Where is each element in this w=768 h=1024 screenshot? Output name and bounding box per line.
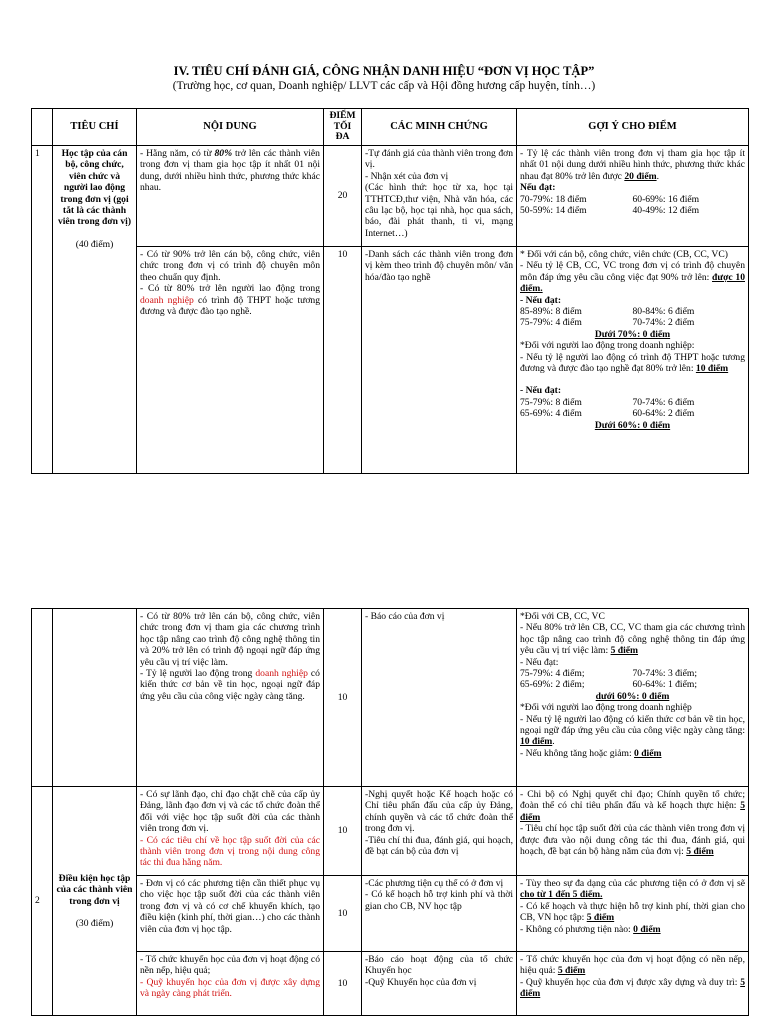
- suggest-item: 65-69%: 2 điểm; 60-64%: 1 điểm;: [520, 679, 697, 691]
- suggest-item: - Tổ chức khuyến học của đơn vị hoạt động có nền nếp, hiệu quả: 5 điểm: [520, 954, 745, 977]
- header-max-line1: ĐIỂM: [329, 110, 356, 122]
- content-cell: [137, 146, 324, 247]
- content-text: - Tỷ lệ người lao động trong doanh nghiệp có kiến thức cơ bản về tin học, ngoại ngữ đáp ứng yêu cầu của công việc ngày càng tăng.: [140, 668, 320, 702]
- evidence-item: - Nhận xét của đơn vị: [365, 170, 449, 182]
- content-text: - Có từ 90% trở lên cán bộ, công chức, viên chức trong đơn vị có trình độ chuyên môn theo chuẩn quy định.: [140, 249, 320, 283]
- evidence-item: -Quỹ Khuyến học của đơn vị: [365, 976, 477, 988]
- suggest-item: - Quỹ khuyến học của đơn vị được xây dựng và duy trì: 5 điểm: [520, 976, 745, 1000]
- content-cell: [137, 247, 324, 474]
- evidence-cell: - Báo cáo của đơn vị: [362, 609, 517, 787]
- criterion-cell: [53, 609, 137, 787]
- content-cell: [137, 609, 324, 787]
- suggest-item: - Nếu đạt:: [520, 294, 562, 306]
- suggest-cell: [517, 876, 749, 952]
- max-points-cell: 10: [324, 876, 362, 952]
- suggest-item: - Tỷ lệ các thành viên trong đơn vị tham gia học tập ít nhất 01 nội dung dưới nhiều hình thức, phương thức khác nhau đạt 80% trở lên được 20 điểm.: [520, 148, 745, 182]
- table-row: [32, 787, 749, 876]
- criteria-table-part-1: [31, 108, 749, 474]
- header-suggest: GỢI Ý CHO ĐIỂM: [517, 109, 749, 146]
- max-points-cell: 10: [324, 609, 362, 787]
- suggest-cell: [517, 952, 749, 1016]
- evidence-cell: [362, 952, 517, 1016]
- evidence-cell: [362, 876, 517, 952]
- content-text: trở lên các thành viên trong đơn vị tham gia học tập ít nhất 01 nội dung, dưới nhiều hình thức, phương thức khác nhau.: [140, 148, 320, 194]
- header-content: NỘI DUNG: [137, 109, 324, 146]
- suggest-item: 65-69%: 4 điểm 60-64%: 2 điểm: [520, 408, 695, 420]
- evidence-item: - Có kế hoạch hỗ trợ kinh phí và thời gian cho CB, NV học tập: [365, 889, 513, 912]
- suggest-item: Nếu đạt:: [520, 182, 556, 194]
- suggest-item: 70-79%: 18 điểm 60-69%: 16 điểm: [520, 193, 700, 205]
- suggest-cell: [517, 146, 749, 247]
- suggest-item: Dưới 60%: 0 điểm: [594, 419, 671, 431]
- content-text: - Có từ 80% trở lên cán bộ, công chức, viên chức trong đơn vị tham gia các chương trình học tập nâng cao trình độ công nghệ thông tin và 20% trở lên có trình độ ngoại ngữ đáp ứng yêu cầu vị trí việc làm.: [140, 611, 320, 668]
- table-row: [32, 247, 749, 474]
- suggest-item: - Không có phương tiện nào: 0 điểm: [520, 923, 661, 935]
- content-text: - Có sự lãnh đạo, chỉ đạo chặt chẽ của cấp ủy Đảng, lãnh đạo đơn vị và các tổ chức đoàn thể đối với việc học tập suốt đời của các thành viên trong đơn vị.: [140, 789, 320, 835]
- table-header-row: [32, 109, 749, 146]
- suggest-item: - Nếu tỷ lệ CB, CC, VC trong đơn vị có trình độ chuyên môn đáp ứng yêu cầu công việc đạt 90% trở lên: được 10 điểm.: [520, 260, 745, 295]
- evidence-item: -Tự đánh giá của thành viên trong đơn vị.: [365, 148, 513, 171]
- content-highlight: 80%: [214, 148, 233, 159]
- suggest-item: - Nếu đạt:: [520, 656, 559, 668]
- evidence-cell: [362, 146, 517, 247]
- content-text: - Quỹ khuyến học của đơn vị được xây dựng và ngày càng phát triển.: [140, 976, 320, 1000]
- evidence-item: (Các hình thứ: học từ xa, học tại TTHTCĐ,thư viện, Nhà văn hóa, các câu lạc bộ, học tại nhà, học qua sách, báo, đài phát thanh, ti vi, mạng Internet…): [365, 182, 513, 239]
- suggest-item: - Tiêu chí học tập suốt đời của các thành viên trong đơn vị được đưa vào nội dung công tác thi đua, đánh giá, qui hoạch, đề bạt cán bộ hàng năm của đơn vị: 5 điểm: [520, 823, 745, 858]
- criteria-table-part-2: [31, 608, 749, 1016]
- header-stt: [32, 109, 53, 146]
- header-evidence: CÁC MINH CHỨNG: [362, 109, 517, 146]
- suggest-item: *Đối với người lao động trong doanh nghiệp:: [520, 340, 695, 352]
- suggest-item: *Đối với CB, CC, VC: [520, 611, 605, 622]
- suggest-item: - Chi bộ có Nghị quyết chỉ đạo; Chính quyền tổ chức; đoàn thể có chỉ tiêu phấn đấu và kế hoạch thực hiện: 5 điểm: [520, 789, 745, 823]
- suggest-item: - Tùy theo sự đa dạng của các phương tiện có ở đơn vị sẽ cho từ 1 đến 5 điểm.: [520, 878, 745, 901]
- suggest-item: - Nếu tỷ lệ người lao động có kiến thức cơ bản về tin học, ngoại ngữ đáp ứng yêu cầu của công việc ngày càng tăng: 10 điểm.: [520, 713, 745, 748]
- table-row: [32, 876, 749, 952]
- suggest-item: - Nếu không tăng hoặc giảm: 0 điểm: [520, 747, 662, 759]
- criterion-number: [32, 609, 53, 787]
- suggest-item: *Đối với người lao động trong doanh nghiệp: [520, 702, 692, 714]
- max-points-cell: 20: [324, 146, 362, 247]
- content-text: - Có các tiêu chí về học tập suốt đời của các thành viên trong đơn vị trong nội dung công tác thi đua hằng năm.: [140, 834, 320, 869]
- evidence-item: -Báo cáo hoạt động của tổ chức Khuyến học: [365, 954, 513, 977]
- suggest-item: 85-89%: 8 điểm 80-84%: 6 điểm: [520, 306, 695, 318]
- criterion-cell: [53, 787, 137, 1016]
- evidence-cell: [362, 787, 517, 876]
- suggest-item: Dưới 70%: 0 điểm: [594, 328, 671, 340]
- table-row: [32, 146, 749, 247]
- max-points-cell: 10: [324, 952, 362, 1016]
- max-points-cell: 10: [324, 247, 362, 474]
- evidence-cell: -Danh sách các thành viên trong đơn vị kèm theo trình độ chuyên môn/ văn hóa/đào tạo nghề: [362, 247, 517, 474]
- criterion-points: (30 điểm): [75, 917, 114, 929]
- suggest-item: 50-59%: 14 điểm 40-49%: 12 điểm: [520, 205, 700, 217]
- criterion-points: (40 điểm): [75, 238, 114, 250]
- header-max-points: [324, 109, 362, 146]
- content-text: - Có từ 80% trở lên người lao động trong doanh nghiệp có trình độ THPT hoặc tương đương và được đào tạo nghề.: [140, 283, 320, 318]
- suggest-item: 75-79%: 8 điểm 70-74%: 6 điểm: [520, 396, 695, 408]
- criterion-number: 1: [32, 146, 53, 474]
- suggest-cell: [517, 787, 749, 876]
- suggest-item: * Đối với cán bộ, công chức, viên chức (CB, CC, VC): [520, 249, 728, 260]
- content-cell: [137, 952, 324, 1016]
- content-cell: - Đơn vị có các phương tiện cần thiết phục vụ cho việc học tập suốt đời của các thành viên trong đơn vị và có cơ chế khuyến khích, tạo điều kiện (kinh phí, thời gian…) cho các thành viên của đơn vị học tập.: [137, 876, 324, 952]
- max-points-cell: 10: [324, 787, 362, 876]
- suggest-cell: [517, 609, 749, 787]
- suggest-item: 75-79%: 4 điểm 70-74%: 2 điểm: [520, 317, 695, 329]
- criterion-number: 2: [32, 787, 53, 1016]
- criterion-name: Học tập của cán bộ, công chức, viên chức và người lao động trong đơn vị (gọi tắt là các thành viên trong đơn vị): [57, 148, 132, 228]
- criterion-cell: [53, 146, 137, 474]
- suggest-item: - Có kế hoạch và thực hiện hỗ trợ kinh phí, thời gian cho CB, VN học tập: 5 điểm: [520, 900, 745, 924]
- suggest-item: 75-79%: 4 điểm; 70-74%: 3 điểm;: [520, 668, 697, 680]
- table-row: [32, 609, 749, 787]
- evidence-item: -Tiêu chí thi đua, đánh giá, qui hoạch, đề bạt cán bộ của đơn vị: [365, 834, 513, 858]
- criterion-name: Điều kiện học tập của các thành viên trong đơn vị: [56, 872, 133, 907]
- header-max-line2: TỐI: [333, 120, 352, 132]
- evidence-item: -Nghị quyết hoặc Kế hoạch hoặc có Chỉ tiêu phấn đấu của cấp ủy Đảng, chính quyền và các tổ chức đoàn thể trong đơn vị.: [365, 789, 513, 835]
- content-text: - Tổ chức khuyến học của đơn vị hoạt động có nền nếp, hiệu quả;: [140, 954, 320, 977]
- content-cell: [137, 787, 324, 876]
- suggest-item: - Nếu 80% trở lên CB, CC, VC tham gia các chương trình học tập nâng cao trình độ công nghệ thông tin đáp ứng yêu cầu vị trí việc làm: 5 điểm: [520, 622, 745, 657]
- evidence-item: -Các phương tiện cụ thể có ở đơn vị: [365, 878, 504, 889]
- suggest-cell: [517, 247, 749, 474]
- suggest-item: - Nếu tỷ lệ người lao động có trình độ THPT hoặc tương đương và được đào tạo nghề đạt 80% trở lên: 10 điểm: [520, 351, 745, 375]
- suggest-item: - Nếu đạt:: [520, 385, 562, 397]
- page-title: IV. TIÊU CHÍ ĐÁNH GIÁ, CÔNG NHẬN DANH HIỆU “ĐƠN VỊ HỌC TẬP”: [173, 64, 595, 78]
- header-max-line3: ĐA: [335, 131, 350, 143]
- table-row: [32, 952, 749, 1016]
- page-subtitle: (Trường học, cơ quan, Doanh nghiệp/ LLVT các cấp và Hội đồng hương cấp huyện, tỉnh…): [172, 80, 596, 92]
- content-text: - Hằng năm, có từ: [140, 148, 215, 159]
- suggest-item: dưới 60%: 0 điểm: [595, 690, 670, 702]
- header-criteria: TIÊU CHÍ: [53, 109, 137, 146]
